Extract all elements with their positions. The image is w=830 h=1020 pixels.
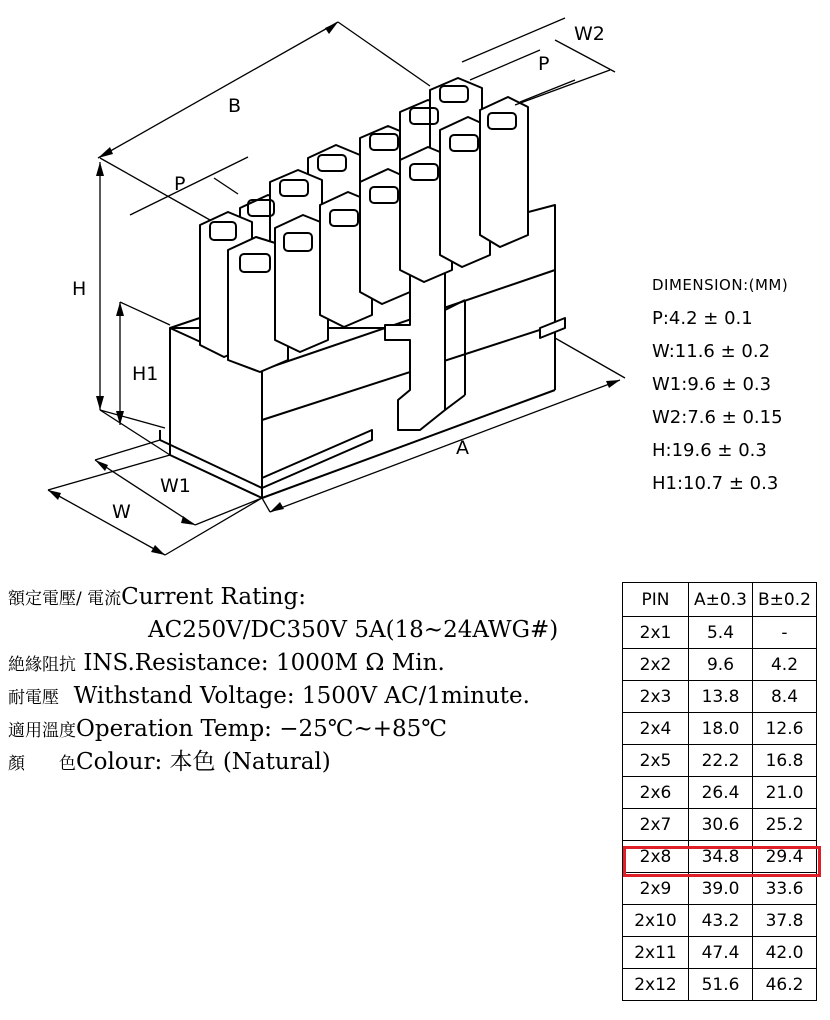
spec-colour-line	[8, 745, 331, 779]
spec-ins-label: 絶緣阻抗	[8, 655, 76, 675]
header-a: A±0.3	[689, 583, 753, 617]
table-row	[623, 969, 817, 1001]
dimension-title: DIMENSION:(MM)	[652, 276, 789, 294]
table-row	[623, 777, 817, 809]
cell-b: 12.6	[753, 713, 817, 745]
cell-pin: 2x12	[623, 969, 689, 1001]
table-row	[623, 809, 817, 841]
spec-withstand-text: Withstand Voltage: 1500V AC/1minute.	[73, 683, 530, 709]
spec-withstand-line	[8, 679, 530, 713]
cell-a: 34.8	[689, 841, 753, 873]
header-b: B±0.2	[753, 583, 817, 617]
spec-current-line	[8, 580, 306, 614]
spec-current-text: Current Rating:	[121, 584, 306, 610]
cell-b: 8.4	[753, 681, 817, 713]
dimension-row-w2: W2:7.6 ± 0.15	[652, 407, 783, 428]
dimension-row-p: P:4.2 ± 0.1	[652, 308, 753, 329]
table-row	[623, 649, 817, 681]
spec-current-label: 額定電壓/ 電流	[8, 589, 122, 609]
cell-pin: 2x2	[623, 649, 689, 681]
table-row	[623, 937, 817, 969]
cell-a: 5.4	[689, 617, 753, 649]
cell-pin: 2x6	[623, 777, 689, 809]
spec-temp-label: 適用溫度	[8, 721, 76, 741]
cell-pin: 2x4	[623, 713, 689, 745]
table-row	[623, 841, 817, 873]
cell-b: 29.4	[753, 841, 817, 873]
cell-a: 9.6	[689, 649, 753, 681]
label-P-top: P	[538, 53, 550, 75]
dimension-row-h1: H1:10.7 ± 0.3	[652, 473, 779, 494]
cell-a: 26.4	[689, 777, 753, 809]
cell-b: 42.0	[753, 937, 817, 969]
cell-b: 21.0	[753, 777, 817, 809]
dimension-row-h: H:19.6 ± 0.3	[652, 440, 767, 461]
table-row	[623, 745, 817, 777]
spec-colour-text: Colour: 本色 (Natural)	[76, 749, 331, 775]
table-row	[623, 713, 817, 745]
table-row	[623, 873, 817, 905]
cell-a: 22.2	[689, 745, 753, 777]
label-H: H	[72, 278, 87, 300]
cell-pin: 2x9	[623, 873, 689, 905]
label-W1: W1	[160, 475, 191, 497]
cell-a: 43.2	[689, 905, 753, 937]
spec-current-value: AC250V/DC350V 5A(18~24AWG#)	[148, 617, 559, 643]
spec-temp-line	[8, 712, 447, 746]
cell-a: 18.0	[689, 713, 753, 745]
label-P-left: P	[174, 173, 186, 195]
spec-colour-label: 顏 色	[8, 754, 76, 774]
cell-pin: 2x3	[623, 681, 689, 713]
spec-withstand-label: 耐電壓	[8, 688, 59, 708]
header-pin: PIN	[623, 583, 689, 617]
cell-pin: 2x5	[623, 745, 689, 777]
cell-b: 37.8	[753, 905, 817, 937]
cell-b: 16.8	[753, 745, 817, 777]
spec-ins-line	[8, 646, 445, 680]
pin-dimension-table	[622, 582, 817, 1001]
cell-pin: 2x11	[623, 937, 689, 969]
cell-pin: 2x8	[623, 841, 689, 873]
cell-b: -	[753, 617, 817, 649]
cell-b: 25.2	[753, 809, 817, 841]
table-row	[623, 905, 817, 937]
spec-ins-text: INS.Resistance: 1000M Ω Min.	[83, 650, 445, 676]
dimension-row-w: W:11.6 ± 0.2	[652, 341, 771, 362]
cell-pin: 2x1	[623, 617, 689, 649]
table-header-row	[623, 583, 817, 617]
dimension-row-w1: W1:9.6 ± 0.3	[652, 374, 772, 395]
cell-a: 30.6	[689, 809, 753, 841]
cell-pin: 2x10	[623, 905, 689, 937]
cell-a: 39.0	[689, 873, 753, 905]
table-row	[623, 617, 817, 649]
cell-b: 4.2	[753, 649, 817, 681]
spec-temp-text: Operation Temp: −25℃~+85℃	[76, 716, 448, 742]
cell-b: 46.2	[753, 969, 817, 1001]
cell-b: 33.6	[753, 873, 817, 905]
label-W: W	[112, 501, 131, 523]
dimension-list	[652, 276, 788, 500]
cell-pin: 2x7	[623, 809, 689, 841]
cell-a: 51.6	[689, 969, 753, 1001]
label-B: B	[228, 95, 242, 117]
label-W2: W2	[574, 23, 605, 45]
cell-a: 13.8	[689, 681, 753, 713]
label-A: A	[456, 437, 469, 459]
label-H1: H1	[132, 363, 159, 385]
table-row	[623, 681, 817, 713]
cell-a: 47.4	[689, 937, 753, 969]
